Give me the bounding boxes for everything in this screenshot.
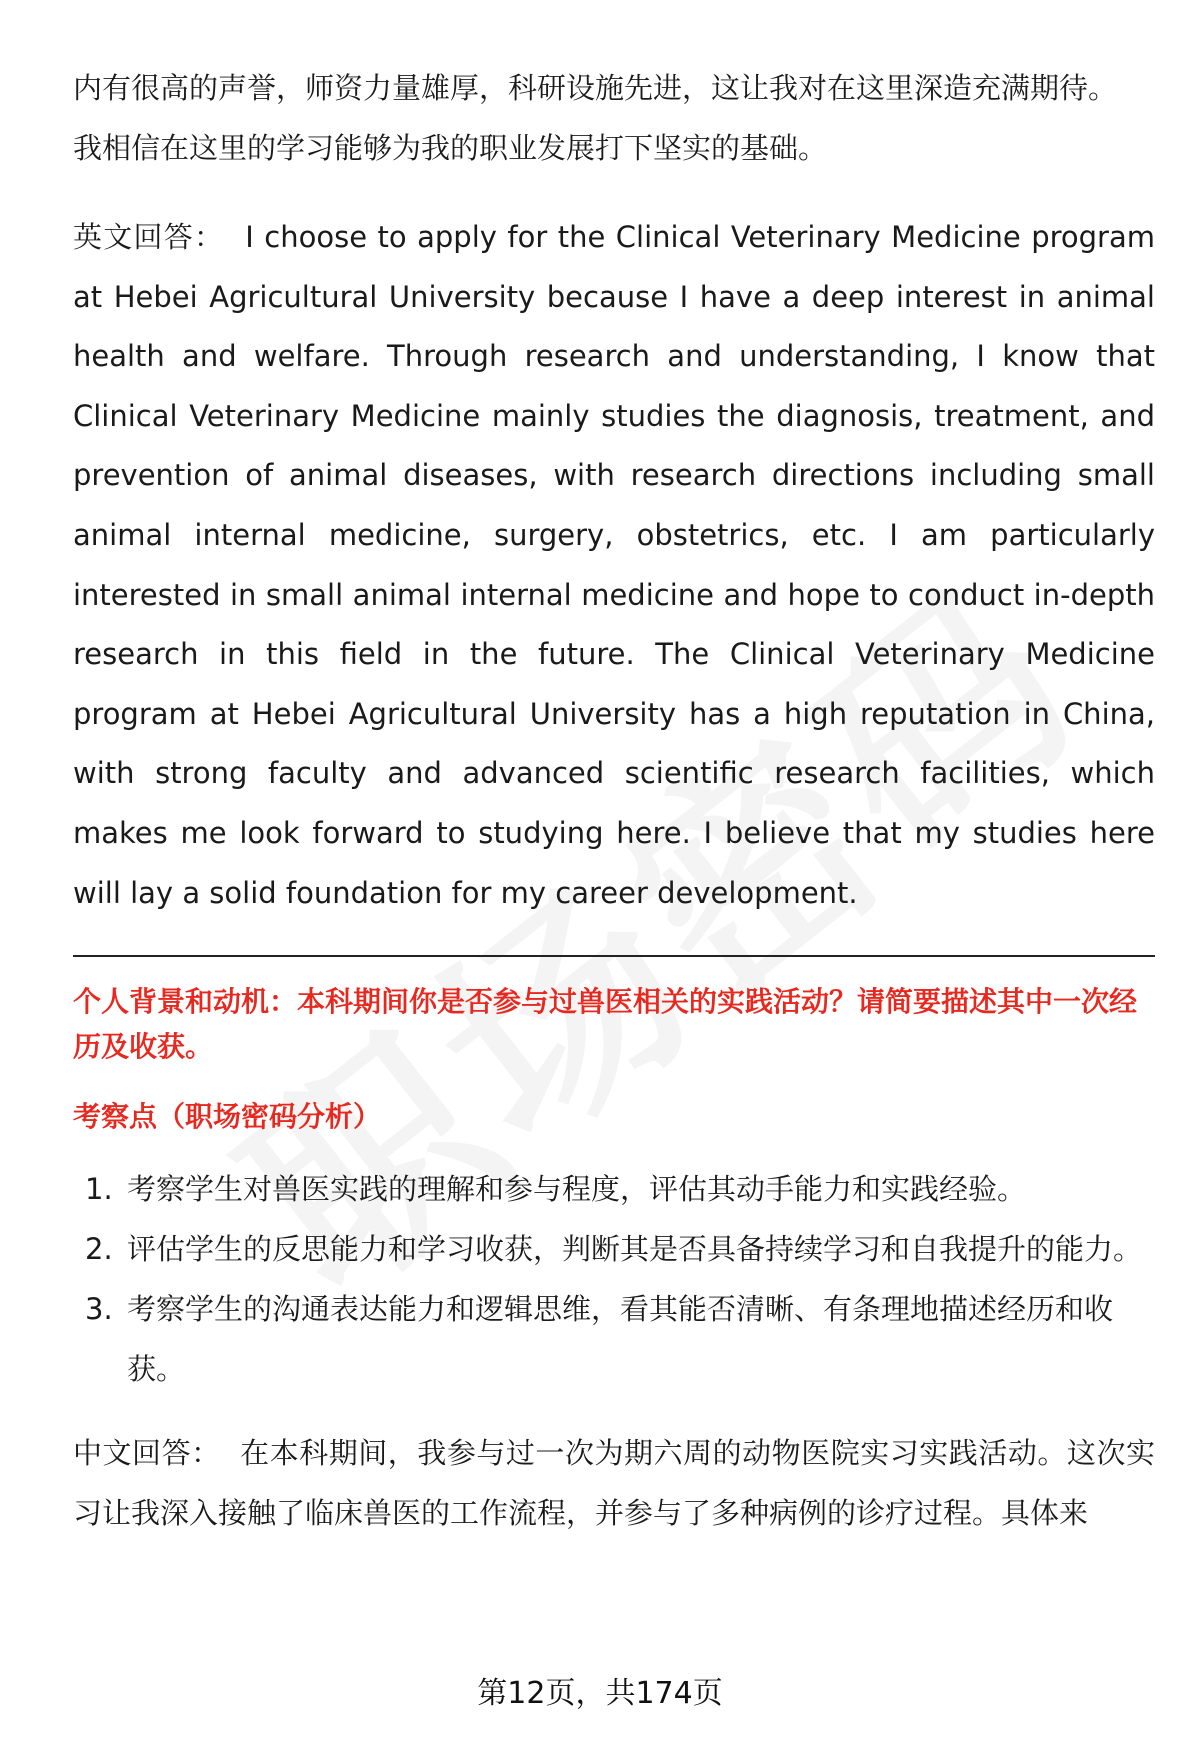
assessment-heading: 考察点（职场密码分析）	[73, 1100, 382, 1134]
list-item-text: 考察学生对兽医实践的理解和参与程度，评估其动手能力和实践经验。	[127, 1172, 1027, 1207]
list-item-number: 3.	[85, 1292, 113, 1327]
chinese-answer-text: 在本科期间，我参与过一次为期六周的动物医院实习实践活动。这次实习让我深入接触了临床兽医的工作流程，并参与了多种病例的诊疗过程。具体来	[73, 1436, 1155, 1531]
list-item	[73, 1219, 1155, 1279]
chinese-answer	[73, 1423, 1155, 1543]
list-item	[73, 1159, 1155, 1219]
intro-line-1: 内有很高的声誉，师资力量雄厚，科研设施先进，这让我对在这里深造充满期待。	[73, 71, 1118, 105]
list-item-number: 2.	[85, 1232, 113, 1267]
page-footer: 第12页，共174页	[477, 1676, 723, 1711]
intro-line-2: 我相信在这里的学习能够为我的职业发展打下坚实的基础。	[73, 131, 828, 165]
list-item-text: 评估学生的反思能力和学习收获，判断其是否具备持续学习和自我提升的能力。	[127, 1232, 1143, 1267]
document-page	[73, 58, 1155, 1543]
list-item-text: 考察学生的沟通表达能力和逻辑思维，看其能否清晰、有条理地描述经历和收获。	[127, 1292, 1114, 1387]
chinese-answer-label: 中文回答：	[73, 1436, 221, 1471]
english-answer-label: 英文回答：	[73, 220, 225, 254]
question-heading: 个人背景和动机：本科期间你是否参与过兽医相关的实践活动？请简要描述其中一次经历及收获。	[73, 985, 1138, 1064]
list-item-number: 1.	[85, 1172, 113, 1207]
english-answer-text: I choose to apply for the Clinical Veterinary Medicine program at Hebei Agricultural University because I have a deep interest in animal health and welfare. Through research and understanding, I know that Clinical Veterinary Medicine mainly studies the diagnosis, treatment, and prevention of animal diseases, with research directions including small animal internal medicine, surgery, obstetrics, etc. I am particularly interested in small animal internal medicine and hope to conduct in-depth research in this field in the future. The Clinical Veterinary Medicine program at Hebei Agricultural University has a high reputation in China, with strong faculty and advanced scientific research facilities, which makes me look forward to studying here. I believe that my studies here will lay a solid foundation for my career development.	[73, 220, 1155, 910]
list-item	[73, 1279, 1155, 1399]
english-answer	[73, 208, 1155, 923]
assessment-list	[73, 1159, 1155, 1399]
section-divider	[73, 955, 1155, 957]
